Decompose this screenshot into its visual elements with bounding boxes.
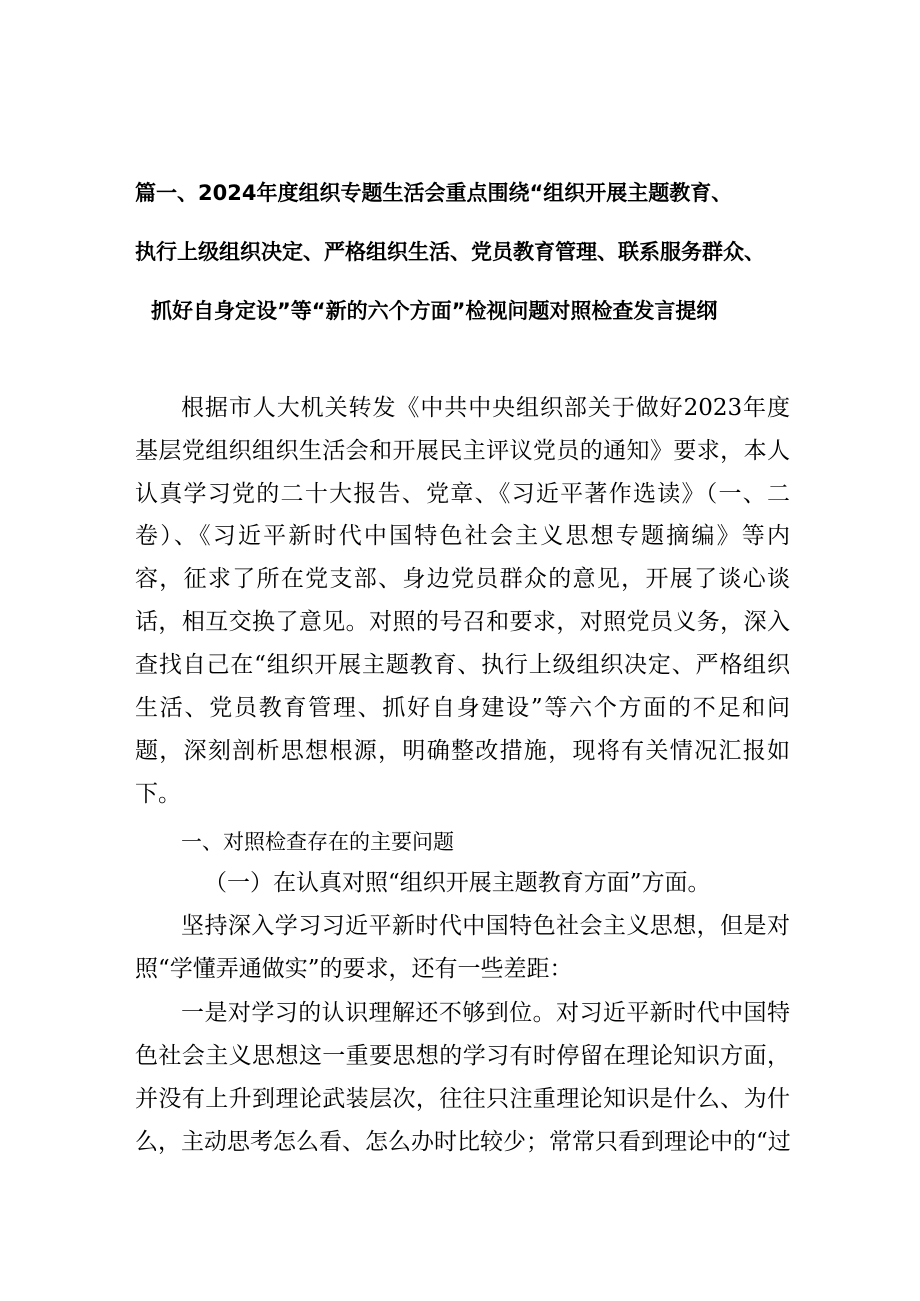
intro-line-3: 认真学习党的二十大报告、党章、《习近平著作选读》（一、二 — [135, 481, 790, 507]
intro-line-2: 基层党组织组织生活会和开展民主评议党员的通知》要求，本人 — [135, 438, 790, 464]
intro-line-8: 生活、党员教育管理、抓好自身建设”等六个方面的不足和问 — [135, 695, 790, 721]
intro-line-9: 题，深刻剖析思想根源，明确整改措施，现将有关情况汇报如 — [135, 738, 790, 764]
title-line-3: 抓好自身定设”等“新的六个方面”检视问题对照检查发言提纲 — [151, 299, 718, 323]
subsection-heading: （一）在认真对照“组织开展主题教育方面”方面。 — [204, 870, 711, 896]
para2-line-1: 一是对学习的认识理解还不够到位。对习近平新时代中国特 — [181, 1000, 790, 1026]
intro-line-6: 话，相互交换了意见。对照的号召和要求，对照党员义务，深入 — [135, 609, 790, 635]
section-heading: 一、对照检查存在的主要问题 — [181, 830, 454, 854]
title-line-2: 执行上级组织决定、严格组织生活、党员教育管理、联系服务群众、 — [135, 240, 765, 264]
title-line-1: 篇一、2024年度组织专题生活会重点围绕“组织开展主题教育、 — [135, 181, 733, 205]
intro-line-1: 根据市人大机关转发《中共中央组织部关于做好2023年度 — [181, 395, 790, 421]
intro-line-5: 容，征求了所在党支部、身边党员群众的意见，开展了谈心谈 — [135, 566, 790, 592]
para2-line-2: 色社会主义思想这一重要思想的学习有时停留在理论知识方面， — [135, 1043, 790, 1069]
intro-line-4: 卷）、《习近平新时代中国特色社会主义思想专题摘编》等内 — [135, 523, 790, 549]
intro-line-7: 查找自己在“组织开展主题教育、执行上级组织决定、严格组织 — [135, 652, 790, 678]
intro-line-10: 下。 — [135, 781, 181, 807]
para2-line-4: 么，主动思考怎么看、怎么办时比较少；常常只看到理论中的“过 — [135, 1129, 791, 1155]
para1-line-1: 坚持深入学习习近平新时代中国特色社会主义思想，但是对 — [181, 913, 790, 939]
para1-line-2: 照“学懂弄通做实”的要求，还有一些差距： — [135, 956, 573, 982]
para2-line-3: 并没有上升到理论武装层次，往往只注重理论知识是什么、为什 — [135, 1086, 790, 1112]
